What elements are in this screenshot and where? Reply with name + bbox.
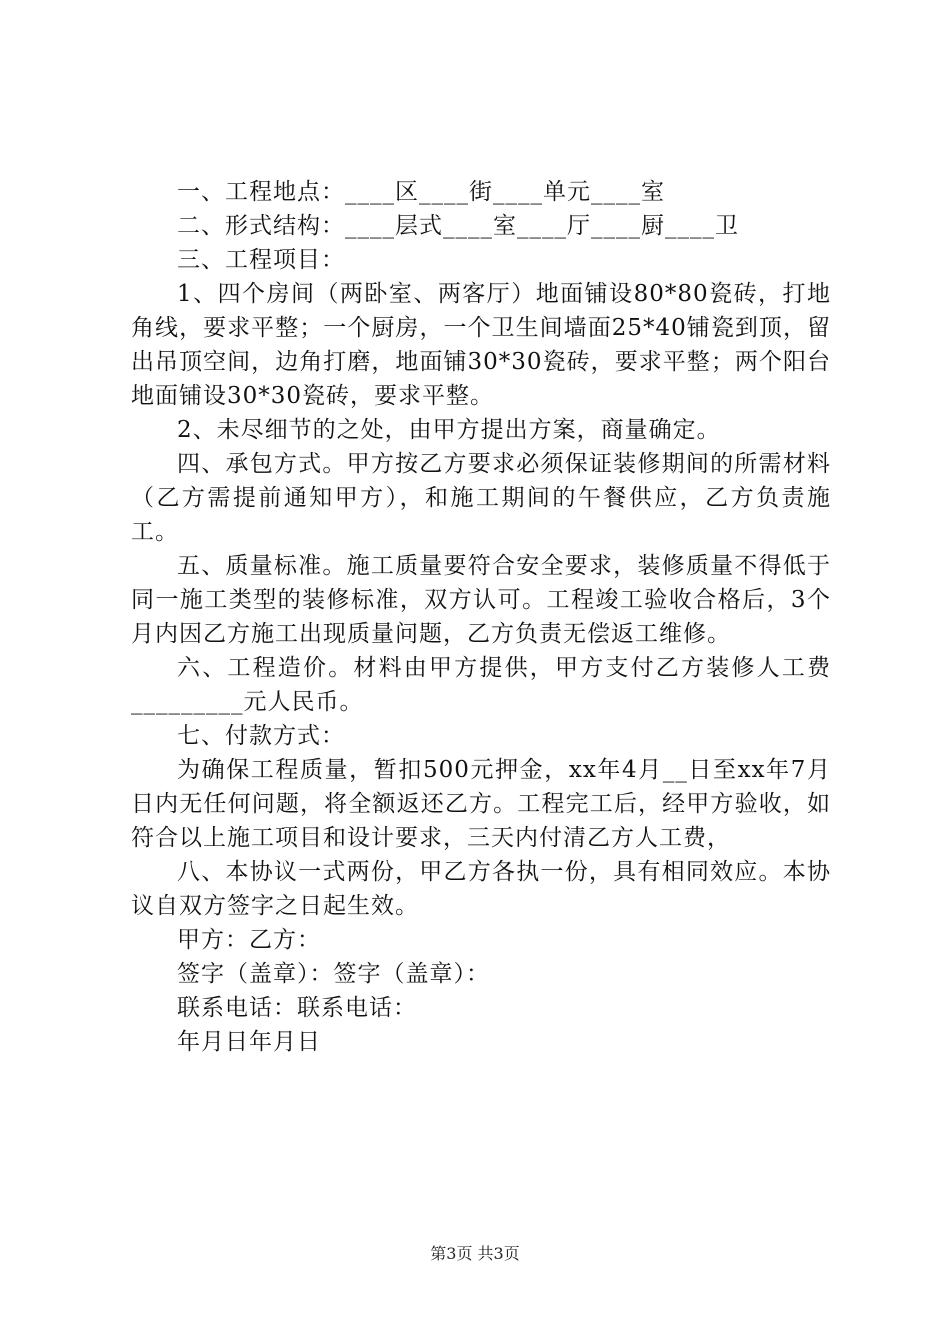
clause-project-items-heading: 三、工程项目： — [177, 247, 345, 273]
signature-date: 年月日年月日 — [177, 1029, 321, 1055]
clause-payment-heading: 七、付款方式： — [177, 723, 345, 749]
clause-copies: 八、本协议一式两份，甲乙方各执一份，具有相同效应。本协议自双方签字之日起生效。 — [131, 859, 831, 919]
agreement-body — [131, 175, 831, 1059]
clause-project-cost: 六、工程造价。材料由甲方提供，甲方支付乙方装修人工费_________元人民币。 — [131, 655, 831, 715]
signature-phone: 联系电话：联系电话： — [177, 995, 417, 1021]
clause-contract-method: 四、承包方式。甲方按乙方要求必须保证装修期间的所需材料（乙方需提前通知甲方），和施工期间的午餐供应，乙方负责施工。 — [131, 451, 831, 545]
page-number-footer: 第3页 共3页 — [430, 1244, 520, 1263]
clause-project-location: 一、工程地点：____区____街____单元____室 — [177, 179, 665, 205]
clause-structure: 二、形式结构：____层式____室____厅____厨____卫 — [177, 213, 739, 239]
clause-project-item-2: 2、未尽细节的之处，由甲方提出方案，商量确定。 — [177, 417, 721, 443]
clause-payment-terms: 为确保工程质量，暂扣500元押金，xx年4月__日至xx年7月日内无任何问题，将全额返还乙方。工程完工后，经甲方验收，如符合以上施工项目和设计要求，三天内付清乙方人工费， — [131, 757, 831, 851]
clause-quality-standard: 五、质量标准。施工质量要符合安全要求，装修质量不得低于同一施工类型的装修标准，双方认可。工程竣工验收合格后，3个月内因乙方施工出现质量问题，乙方负责无偿返工维修。 — [131, 553, 831, 647]
signature-seal: 签字（盖章）：签字（盖章）： — [177, 961, 490, 987]
signature-parties: 甲方：乙方： — [177, 927, 321, 953]
clause-project-item-1: 1、四个房间（两卧室、两客厅）地面铺设80*80瓷砖，打地角线，要求平整；一个厨房，一个卫生间墙面25*40铺瓷到顶，留出吊顶空间，边角打磨，地面铺30*30瓷砖，要求平整；两个阳台地面铺设30*30瓷砖，要求平整。 — [131, 281, 831, 409]
